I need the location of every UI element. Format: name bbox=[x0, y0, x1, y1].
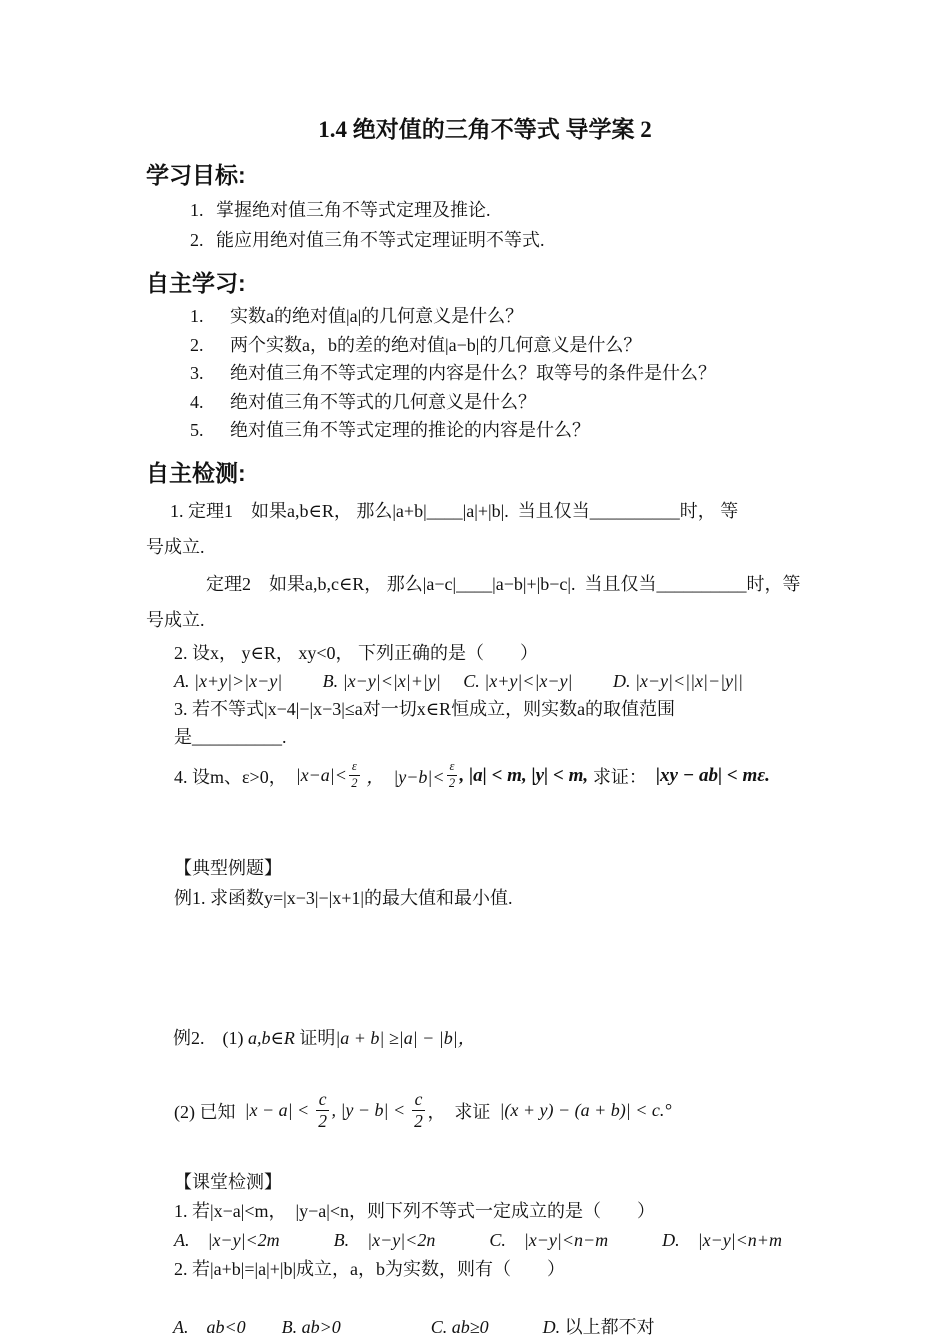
selftest-q3-line1: 3. 若不等式|x−4|−|x−3|≤a对一切x∈R恒成立，则实数a的取值范围 bbox=[174, 698, 676, 719]
goal-item-number: 1. bbox=[190, 200, 204, 220]
fraction-denominator: 2 bbox=[351, 776, 358, 790]
selftest-q2-options: A. |x+y|>|x−y| B. |x−y|<|x|+|y| C. |x+y|<|x−y| D. |x−y|<||x|−|y|| bbox=[174, 670, 743, 691]
example2-math1: a,b∈R bbox=[248, 1027, 300, 1048]
q4-math3: , |a| < m, |y| < m, bbox=[459, 764, 593, 786]
study-item bbox=[190, 416, 850, 445]
fraction-denominator: 2 bbox=[448, 776, 456, 790]
example2-prove-label: 证明 bbox=[299, 1027, 336, 1048]
selftest-heading: 自主检测: bbox=[146, 459, 246, 486]
doc-title: 1.4 绝对值的三角不等式 导学案 2 bbox=[318, 117, 652, 142]
study-item bbox=[190, 359, 850, 388]
selftest-q4-line bbox=[146, 753, 850, 799]
study-item-number: 2. bbox=[190, 334, 204, 355]
examples-heading: 【典型例题】 bbox=[174, 857, 282, 878]
goal-item-number: 2. bbox=[190, 230, 204, 250]
example2b-math1: |x − a| < bbox=[244, 1100, 314, 1120]
theorem2-line2: 号成立. bbox=[146, 610, 205, 630]
goal-item bbox=[190, 225, 850, 255]
study-item-number: 4. bbox=[190, 391, 204, 412]
classtest-heading: 【课堂检测】 bbox=[174, 1171, 282, 1192]
example1-line: 例1. 求函数y=|x−3|−|x+1|的最大值和最小值. bbox=[174, 887, 513, 908]
classtest-q2-stem: 2. 若|a+b|=|a|+|b|成立，a，b为实数，则有（ ） bbox=[174, 1258, 566, 1279]
study-item bbox=[190, 388, 850, 417]
fraction-numerator: ε bbox=[447, 760, 458, 776]
fraction-c-over-2 bbox=[316, 1090, 330, 1132]
study-item-number: 5. bbox=[190, 420, 204, 440]
classtest-q2-options-math: A. ab<0 B. ab>0 C. ab≥0 D. bbox=[173, 1316, 565, 1337]
q4-math2: ， |y−b|< bbox=[361, 766, 445, 787]
q4-math4: |xy − ab| < mε. bbox=[655, 764, 770, 786]
example2-part1 bbox=[146, 993, 850, 1083]
goal-item bbox=[190, 195, 850, 225]
fraction-denominator: 2 bbox=[318, 1111, 327, 1131]
fraction-denominator: 2 bbox=[414, 1111, 423, 1131]
fraction-numerator: c bbox=[316, 1090, 330, 1111]
classtest-q1-stem: 1. 若|x−a|<m， |y−a|<n，则下列不等式一定成立的是（ ） bbox=[174, 1200, 655, 1221]
study-item-text: 绝对值三角不等式的几何意义是什么？ bbox=[230, 391, 536, 412]
theorem1-line2: 号成立. bbox=[146, 537, 205, 557]
study-item-number: 3. bbox=[190, 363, 204, 383]
study-item bbox=[190, 331, 850, 360]
classtest-q1-options: A. |x−y|<2m B. |x−y|<2n C. |x−y|<n−m D. |x−y|<n+m bbox=[174, 1229, 782, 1250]
q4-prove-label: 求证： bbox=[592, 766, 656, 787]
study-item-text: 实数a的绝对值|a|的几何意义是什么？ bbox=[230, 306, 524, 326]
fraction-numerator: ε bbox=[349, 760, 360, 776]
goal-item-text: 能应用绝对值三角不等式定理证明不等式. bbox=[216, 230, 545, 250]
example2-number: 例2. (1) bbox=[173, 1027, 248, 1048]
q4-math1: |x−a|< bbox=[295, 765, 347, 785]
example2b-math2: , |y − b| < bbox=[331, 1100, 410, 1120]
study-item-text: 两个实数a，b的差的绝对值|a−b|的几何意义是什么？ bbox=[230, 334, 642, 355]
classtest-q2-options bbox=[146, 1284, 850, 1344]
study-item bbox=[190, 302, 850, 331]
selfstudy-list bbox=[190, 302, 850, 445]
study-item-text: 绝对值三角不等式定理的内容是什么？取等号的条件是什么？ bbox=[230, 363, 716, 383]
fraction-numerator: c bbox=[412, 1090, 426, 1111]
selftest-q2-stem: 2. 设x， y∈R， xy<0， 下列正确的是（ ） bbox=[174, 642, 538, 663]
theorem2-line1: 定理2 如果a,b,c∈R， 那么|a−c|____|a−b|+|b−c|. 当且仅当__________时，等 bbox=[206, 573, 801, 594]
example2b-prove-label: ， 求证 bbox=[427, 1101, 500, 1122]
fraction-epsilon-over-2 bbox=[447, 760, 458, 791]
study-item-number: 1. bbox=[190, 306, 204, 326]
goal-item-text: 掌握绝对值三角不等式定理及推论. bbox=[216, 200, 491, 220]
selfstudy-heading: 自主学习: bbox=[146, 270, 246, 296]
goals-heading: 学习目标: bbox=[146, 162, 246, 188]
example2-part2 bbox=[146, 1083, 850, 1139]
example2b-lead: (2) 已知 bbox=[174, 1101, 245, 1122]
fraction-c-over-2 bbox=[412, 1090, 426, 1132]
classtest-q2-options-text: 以上都不对 bbox=[564, 1316, 655, 1337]
goals-list bbox=[190, 195, 850, 255]
q4-lead: 4. 设m、ε>0， bbox=[174, 766, 296, 787]
study-item-text: 绝对值三角不等式定理的推论的内容是什么？ bbox=[230, 420, 590, 440]
example2b-math3: |(x + y) − (a + b)| < c.° bbox=[499, 1100, 672, 1120]
selftest-q3-answer-blank: 是__________. bbox=[174, 726, 287, 747]
fraction-epsilon-over-2 bbox=[349, 760, 360, 791]
theorem1-line1: 1. 定理1 如果a,b∈R， 那么|a+b|____|a|+|b|. 当且仅当__________时， 等 bbox=[170, 500, 739, 521]
example2-math2: |a + b| ≥|a| − |b|， bbox=[335, 1027, 476, 1048]
